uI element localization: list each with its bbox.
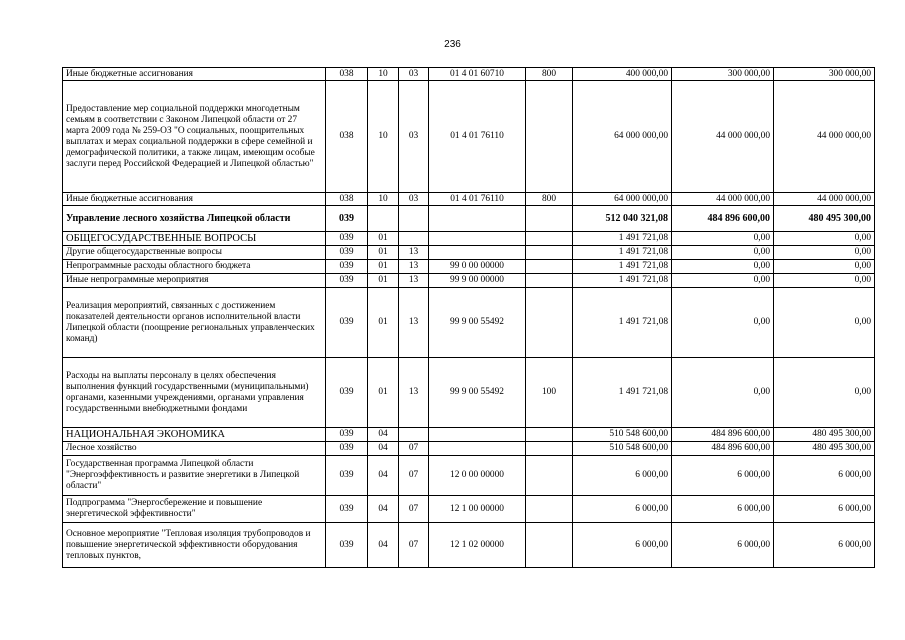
row-section-code: 01	[368, 232, 399, 246]
row-amount-year-1: 64 000 000,00	[573, 193, 672, 206]
row-section-code: 10	[368, 81, 399, 193]
budget-table-body	[63, 68, 875, 568]
row-name: ОБЩЕГОСУДАРСТВЕННЫЕ ВОПРОСЫ	[63, 232, 326, 246]
row-amount-year-2: 6 000,00	[672, 523, 774, 568]
table-row	[63, 442, 875, 456]
row-amount-year-1: 1 491 721,08	[573, 246, 672, 260]
row-department-code: 039	[326, 206, 368, 232]
row-amount-year-3: 44 000 000,00	[774, 81, 875, 193]
row-amount-year-2: 6 000,00	[672, 496, 774, 523]
row-amount-year-2: 0,00	[672, 246, 774, 260]
row-expense-type-code	[526, 81, 573, 193]
row-target-article-code	[429, 246, 526, 260]
row-amount-year-2: 0,00	[672, 260, 774, 274]
row-name: Иные бюджетные ассигнования	[63, 68, 326, 81]
row-amount-year-3: 0,00	[774, 246, 875, 260]
row-amount-year-3: 0,00	[774, 358, 875, 428]
table-row	[63, 288, 875, 358]
row-subsection-code: 07	[399, 456, 429, 496]
table-row	[63, 523, 875, 568]
row-amount-year-1: 400 000,00	[573, 68, 672, 81]
row-amount-year-1: 1 491 721,08	[573, 288, 672, 358]
row-name: Другие общегосударственные вопросы	[63, 246, 326, 260]
row-name: Основное мероприятие "Тепловая изоляция трубопроводов и повышение энергетической эффективности оборудования тепловых пунктов,	[63, 523, 326, 568]
row-department-code: 038	[326, 193, 368, 206]
row-expense-type-code	[526, 496, 573, 523]
table-row	[63, 193, 875, 206]
row-subsection-code: 13	[399, 288, 429, 358]
row-department-code: 039	[326, 232, 368, 246]
row-amount-year-3: 0,00	[774, 288, 875, 358]
row-amount-year-2: 0,00	[672, 232, 774, 246]
row-name: Предоставление мер социальной поддержки многодетным семьям в соответствии с Законом Липецкой области от 27 марта 2009 года № 259-ОЗ "О социальных, поощрительных выплатах и мерах социальной поддержки в сфере семейной и демографической политики, а также лицам, имеющим особые заслуги перед Российской Федерацией и Липецкой областью"	[63, 81, 326, 193]
row-subsection-code: 03	[399, 81, 429, 193]
row-name: Расходы на выплаты персоналу в целях обеспечения выполнения функций государственными (муниципальными) органами, казенными учреждениями, органами управления государственными внебюджетными фондами	[63, 358, 326, 428]
row-department-code: 039	[326, 246, 368, 260]
row-department-code: 039	[326, 428, 368, 442]
row-subsection-code: 13	[399, 274, 429, 288]
row-expense-type-code	[526, 442, 573, 456]
row-amount-year-3: 0,00	[774, 260, 875, 274]
table-row	[63, 496, 875, 523]
page-number: 236	[444, 39, 461, 50]
row-subsection-code: 07	[399, 496, 429, 523]
table-row	[63, 206, 875, 232]
row-section-code: 01	[368, 358, 399, 428]
row-expense-type-code	[526, 206, 573, 232]
row-amount-year-3: 480 495 300,00	[774, 428, 875, 442]
row-amount-year-2: 0,00	[672, 358, 774, 428]
row-department-code: 039	[326, 523, 368, 568]
row-subsection-code: 07	[399, 442, 429, 456]
row-amount-year-1: 510 548 600,00	[573, 428, 672, 442]
row-amount-year-2: 0,00	[672, 274, 774, 288]
row-amount-year-1: 6 000,00	[573, 456, 672, 496]
row-department-code: 039	[326, 274, 368, 288]
row-expense-type-code	[526, 456, 573, 496]
row-name: Государственная программа Липецкой области "Энергоэффективность и развитие энергетики в Липецкой области"	[63, 456, 326, 496]
row-section-code: 01	[368, 274, 399, 288]
row-amount-year-3: 480 495 300,00	[774, 206, 875, 232]
row-amount-year-1: 510 548 600,00	[573, 442, 672, 456]
table-row	[63, 81, 875, 193]
row-name: Непрограммные расходы областного бюджета	[63, 260, 326, 274]
row-amount-year-3: 44 000 000,00	[774, 193, 875, 206]
row-amount-year-1: 6 000,00	[573, 496, 672, 523]
row-department-code: 039	[326, 496, 368, 523]
row-amount-year-3: 0,00	[774, 274, 875, 288]
row-name: Лесное хозяйство	[63, 442, 326, 456]
row-section-code: 04	[368, 496, 399, 523]
row-amount-year-2: 300 000,00	[672, 68, 774, 81]
row-subsection-code: 13	[399, 246, 429, 260]
table-row	[63, 68, 875, 81]
row-amount-year-2: 6 000,00	[672, 456, 774, 496]
row-section-code: 04	[368, 456, 399, 496]
row-target-article-code: 12 1 00 00000	[429, 496, 526, 523]
row-amount-year-3: 0,00	[774, 232, 875, 246]
row-section-code: 01	[368, 260, 399, 274]
table-row	[63, 358, 875, 428]
row-department-code: 039	[326, 442, 368, 456]
row-amount-year-2: 44 000 000,00	[672, 193, 774, 206]
table-row	[63, 232, 875, 246]
row-amount-year-1: 1 491 721,08	[573, 232, 672, 246]
row-amount-year-3: 6 000,00	[774, 456, 875, 496]
row-name: Реализация мероприятий, связанных с достижением показателей деятельности органов исполнительной власти Липецкой области (поощрение региональных управленческих команд)	[63, 288, 326, 358]
row-subsection-code	[399, 206, 429, 232]
row-section-code: 10	[368, 193, 399, 206]
row-amount-year-2: 484 896 600,00	[672, 428, 774, 442]
row-subsection-code: 07	[399, 523, 429, 568]
row-department-code: 039	[326, 456, 368, 496]
row-section-code	[368, 206, 399, 232]
row-target-article-code: 99 9 00 55492	[429, 358, 526, 428]
row-amount-year-2: 484 896 600,00	[672, 442, 774, 456]
row-amount-year-1: 1 491 721,08	[573, 358, 672, 428]
row-expense-type-code	[526, 523, 573, 568]
row-target-article-code	[429, 232, 526, 246]
row-amount-year-3: 6 000,00	[774, 496, 875, 523]
row-target-article-code: 12 1 02 00000	[429, 523, 526, 568]
row-department-code: 038	[326, 68, 368, 81]
row-amount-year-3: 6 000,00	[774, 523, 875, 568]
row-department-code: 039	[326, 288, 368, 358]
row-target-article-code: 99 9 00 00000	[429, 274, 526, 288]
row-section-code: 01	[368, 246, 399, 260]
row-name: НАЦИОНАЛЬНАЯ ЭКОНОМИКА	[63, 428, 326, 442]
row-amount-year-1: 1 491 721,08	[573, 260, 672, 274]
row-target-article-code: 99 9 00 55492	[429, 288, 526, 358]
row-name: Подпрограмма "Энергосбережение и повышение энергетической эффективности"	[63, 496, 326, 523]
row-target-article-code: 01 4 01 60710	[429, 68, 526, 81]
row-amount-year-1: 1 491 721,08	[573, 274, 672, 288]
row-amount-year-2: 484 896 600,00	[672, 206, 774, 232]
row-expense-type-code	[526, 288, 573, 358]
row-name: Иные бюджетные ассигнования	[63, 193, 326, 206]
row-target-article-code: 01 4 01 76110	[429, 193, 526, 206]
row-section-code: 01	[368, 288, 399, 358]
row-expense-type-code: 100	[526, 358, 573, 428]
row-amount-year-2: 44 000 000,00	[672, 81, 774, 193]
row-section-code: 04	[368, 428, 399, 442]
row-amount-year-1: 6 000,00	[573, 523, 672, 568]
row-target-article-code: 12 0 00 00000	[429, 456, 526, 496]
row-expense-type-code: 800	[526, 68, 573, 81]
row-subsection-code: 03	[399, 68, 429, 81]
row-name: Иные непрограммные мероприятия	[63, 274, 326, 288]
row-department-code: 039	[326, 260, 368, 274]
row-expense-type-code	[526, 260, 573, 274]
row-subsection-code: 03	[399, 193, 429, 206]
row-target-article-code: 99 0 00 00000	[429, 260, 526, 274]
row-subsection-code: 13	[399, 358, 429, 428]
row-subsection-code	[399, 232, 429, 246]
row-target-article-code	[429, 206, 526, 232]
row-expense-type-code	[526, 246, 573, 260]
row-subsection-code	[399, 428, 429, 442]
row-section-code: 10	[368, 68, 399, 81]
row-expense-type-code	[526, 274, 573, 288]
row-expense-type-code: 800	[526, 193, 573, 206]
table-row	[63, 246, 875, 260]
table-row	[63, 274, 875, 288]
row-amount-year-1: 512 040 321,08	[573, 206, 672, 232]
row-department-code: 039	[326, 358, 368, 428]
row-expense-type-code	[526, 428, 573, 442]
row-expense-type-code	[526, 232, 573, 246]
row-amount-year-3: 480 495 300,00	[774, 442, 875, 456]
row-amount-year-3: 300 000,00	[774, 68, 875, 81]
row-target-article-code: 01 4 01 76110	[429, 81, 526, 193]
row-target-article-code	[429, 428, 526, 442]
row-target-article-code	[429, 442, 526, 456]
row-subsection-code: 13	[399, 260, 429, 274]
table-row	[63, 260, 875, 274]
table-row	[63, 456, 875, 496]
row-amount-year-2: 0,00	[672, 288, 774, 358]
budget-table	[62, 67, 875, 568]
row-section-code: 04	[368, 442, 399, 456]
row-section-code: 04	[368, 523, 399, 568]
row-amount-year-1: 64 000 000,00	[573, 81, 672, 193]
table-row	[63, 428, 875, 442]
row-department-code: 038	[326, 81, 368, 193]
row-name: Управление лесного хозяйства Липецкой области	[63, 206, 326, 232]
